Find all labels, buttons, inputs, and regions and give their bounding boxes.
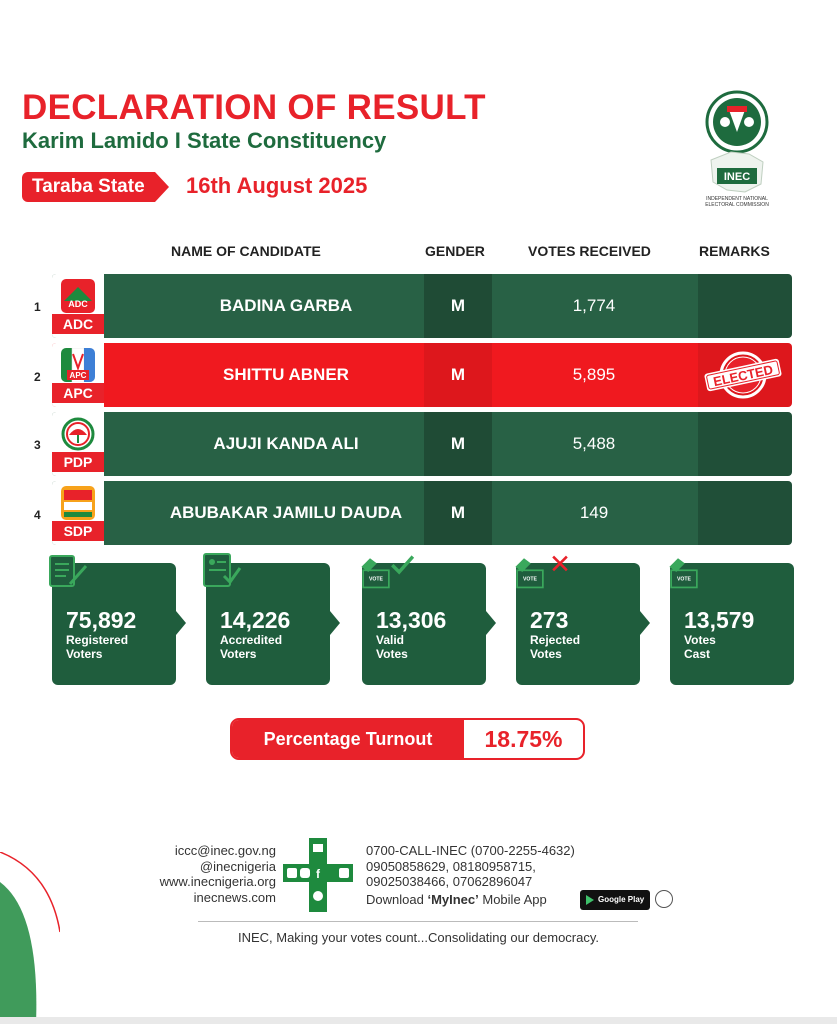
candidate-remark bbox=[698, 412, 792, 476]
party-abbr: APC bbox=[52, 383, 104, 403]
stat-label: Registered Voters bbox=[66, 633, 129, 661]
party-abbr: PDP bbox=[52, 452, 104, 472]
stat-label: Accredited Voters bbox=[220, 633, 283, 661]
blackberry-icon[interactable] bbox=[655, 890, 673, 908]
header-gender: GENDER bbox=[425, 243, 485, 259]
candidate-votes: 5,488 bbox=[572, 434, 616, 453]
candidate-gender: M bbox=[424, 412, 492, 476]
stat-value: 13,579 bbox=[684, 607, 755, 633]
candidate-name: AJUJI KANDA ALI bbox=[213, 434, 359, 453]
header-remarks: REMARKS bbox=[699, 243, 770, 259]
elected-remark: ELECTED bbox=[711, 361, 775, 390]
stat-label: Votes Cast bbox=[684, 633, 716, 661]
svg-text:VOTE: VOTE bbox=[369, 576, 383, 583]
stat-value: 75,892 bbox=[66, 607, 137, 633]
facebook-icon: f bbox=[316, 867, 320, 881]
turnout-label: Percentage Turnout bbox=[232, 720, 464, 758]
candidate-name: ABUBAKAR JAMILU DAUDA bbox=[169, 503, 403, 522]
page-title: DECLARATION OF RESULT bbox=[22, 88, 486, 127]
row-number: 1 bbox=[34, 300, 41, 314]
footer-divider bbox=[198, 921, 638, 922]
candidate-votes: 1,774 bbox=[572, 296, 616, 315]
contact-phones-1: 09050858629, 08180958715, bbox=[366, 858, 536, 874]
contact-phone-line[interactable]: 0700-CALL-INEC (0700-2255-4632) bbox=[366, 843, 575, 858]
instagram-icon bbox=[300, 868, 310, 878]
candidate-gender: M bbox=[424, 481, 492, 545]
table-row bbox=[52, 274, 792, 338]
row-number: 4 bbox=[34, 508, 41, 522]
row-number: 2 bbox=[34, 370, 41, 384]
globe-icon bbox=[313, 891, 323, 901]
header-candidate-name: NAME OF CANDIDATE bbox=[171, 243, 321, 259]
accreditation-icon bbox=[200, 550, 260, 594]
header-votes: VOTES RECEIVED bbox=[528, 243, 651, 259]
inec-tagline: INDEPENDENT NATIONAL ELECTORAL COMMISSION bbox=[705, 196, 769, 208]
contact-handle[interactable]: @inecnigeria bbox=[199, 858, 276, 874]
stat-label: Valid Votes bbox=[376, 633, 408, 661]
turnout-value: 18.75% bbox=[484, 726, 563, 752]
twitter-icon bbox=[287, 868, 297, 878]
mail-icon bbox=[313, 844, 323, 852]
contacts-right bbox=[366, 843, 666, 890]
inec-logo-icon bbox=[697, 88, 777, 212]
ballot-x-icon bbox=[512, 550, 572, 594]
party-abbr: SDP bbox=[52, 521, 104, 541]
candidate-name: SHITTU ABNER bbox=[223, 365, 349, 384]
download-app-text: Download ‘MyInec’ Mobile App bbox=[366, 892, 547, 907]
candidate-name: BADINA GARBA bbox=[219, 296, 353, 315]
flow-arrow bbox=[640, 611, 650, 635]
candidate-votes: 149 bbox=[579, 503, 609, 522]
constituency-name: Karim Lamido I State Constituency bbox=[22, 128, 387, 153]
contact-phones-2: 09025038466, 07062896047 bbox=[366, 874, 533, 889]
table-row bbox=[52, 343, 792, 407]
stat-value: 14,226 bbox=[220, 607, 291, 633]
social-icons bbox=[283, 838, 353, 912]
phone-icon bbox=[339, 868, 349, 878]
ballot-check-icon bbox=[358, 550, 418, 594]
candidate-remark bbox=[698, 274, 792, 338]
row-number: 3 bbox=[34, 438, 41, 452]
pdp-umbrella-icon bbox=[61, 417, 95, 451]
adc-logo-icon bbox=[61, 279, 95, 313]
table-row bbox=[52, 412, 792, 476]
contact-website[interactable]: www.inecnigeria.org bbox=[159, 874, 276, 889]
stat-value: 273 bbox=[530, 607, 569, 633]
ballot-box-icon bbox=[666, 550, 726, 594]
svg-text:APC: APC bbox=[69, 371, 87, 380]
apc-logo-icon bbox=[61, 348, 95, 382]
contact-news[interactable]: inecnews.com bbox=[193, 889, 276, 905]
party-logo bbox=[52, 274, 104, 338]
svg-text:VOTE: VOTE bbox=[523, 576, 537, 583]
party-abbr: ADC bbox=[52, 314, 104, 334]
contact-email[interactable]: iccc@inec.gov.ng bbox=[174, 843, 276, 858]
candidate-votes: 5,895 bbox=[572, 365, 616, 384]
flow-arrow bbox=[330, 611, 340, 635]
state-badge: Taraba State bbox=[22, 172, 155, 202]
party-logo bbox=[52, 412, 104, 476]
stat-value: 13,306 bbox=[376, 607, 447, 633]
svg-text:ADC: ADC bbox=[68, 299, 88, 309]
party-logo bbox=[52, 343, 104, 407]
contacts-left bbox=[130, 843, 276, 905]
candidate-gender: M bbox=[424, 343, 492, 407]
svg-text:VOTE: VOTE bbox=[677, 576, 691, 583]
table-row bbox=[52, 481, 792, 545]
inec-logo-text: INEC bbox=[723, 171, 751, 183]
google-play-badge[interactable]: Google Play bbox=[580, 890, 650, 910]
result-date: 16th August 2025 bbox=[186, 173, 368, 198]
stat-label: Rejected Votes bbox=[530, 633, 581, 661]
footer-tagline: INEC, Making your votes count...Consolidating our democracy. bbox=[237, 930, 600, 945]
flow-arrow bbox=[176, 611, 186, 635]
page-bottom-strip bbox=[0, 1017, 837, 1024]
elected-stamp-icon bbox=[703, 350, 783, 400]
candidate-remark bbox=[698, 481, 792, 545]
candidate-gender: M bbox=[424, 274, 492, 338]
party-logo bbox=[52, 481, 104, 545]
register-icon bbox=[46, 550, 106, 594]
turnout-box bbox=[230, 718, 585, 760]
flow-arrow bbox=[486, 611, 496, 635]
sdp-logo-icon bbox=[61, 486, 95, 520]
